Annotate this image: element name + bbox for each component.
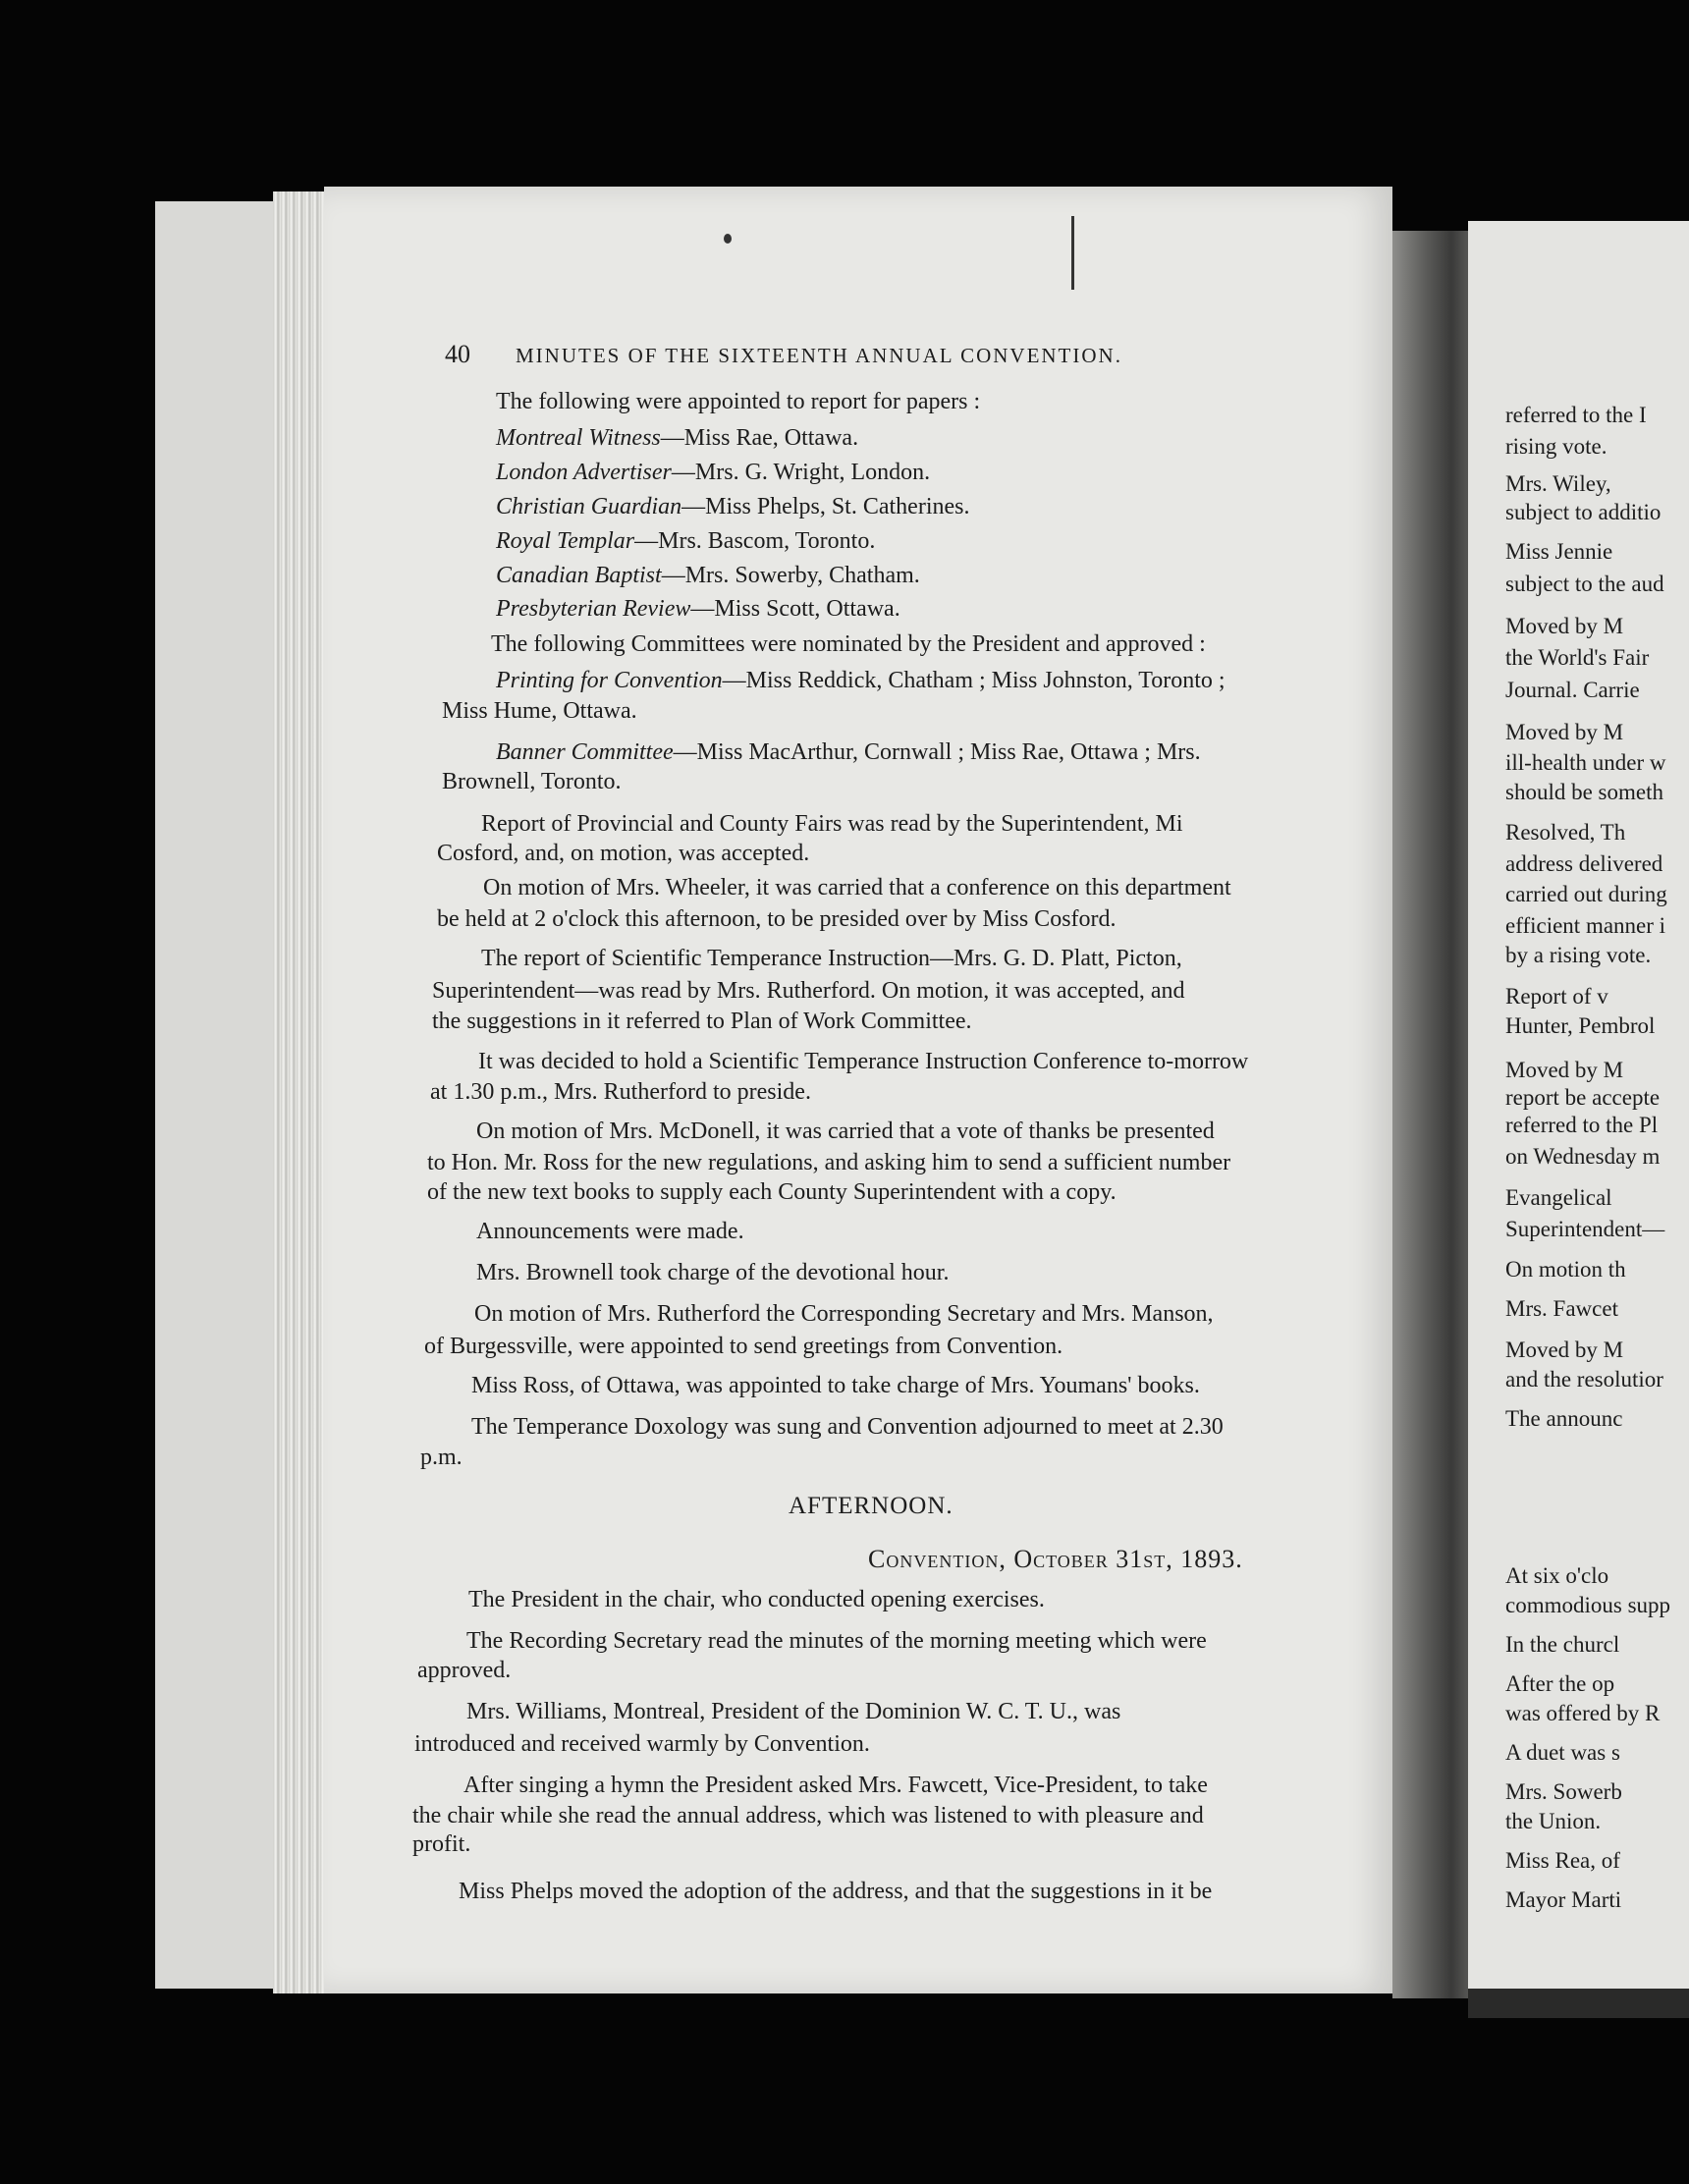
page-number: 40: [445, 340, 470, 368]
devotional-hour: Mrs. Brownell took charge of the devotional hour.: [476, 1260, 950, 1285]
paper-name: Christian Guardian: [496, 494, 682, 519]
facing-page-line: address delivered: [1505, 851, 1663, 876]
facing-page-line: After the op: [1505, 1671, 1615, 1696]
facing-page-line: Mayor Marti: [1505, 1887, 1622, 1912]
papers-intro: The following were appointed to report for papers :: [496, 389, 981, 414]
facing-page-line: commodious supp: [1505, 1593, 1671, 1617]
hymn-address-cont1: the chair while she read the annual address, which was listened to with pleasure and: [412, 1803, 1204, 1829]
banner-committee: [496, 737, 1201, 768]
printing-members: —Miss Reddick, Chatham ; Miss Johnston, Toronto ;: [722, 668, 1226, 693]
rutherford-motion: On motion of Mrs. Rutherford the Corresponding Secretary and Mrs. Manson,: [474, 1301, 1214, 1327]
facing-page-line: was offered by R: [1505, 1701, 1661, 1725]
paper-entry: [496, 422, 858, 454]
sti-report: The report of Scientific Temperance Instruction—Mrs. G. D. Platt, Picton,: [481, 946, 1182, 971]
banner-members: —Miss MacArthur, Cornwall ; Miss Rae, Ottawa ; Mrs.: [673, 739, 1201, 765]
facing-page-line: on Wednesday m: [1505, 1144, 1661, 1169]
facing-page-line: subject to the aud: [1505, 572, 1664, 596]
facing-page-line: the World's Fair: [1505, 645, 1650, 670]
facing-page-line: On motion th: [1505, 1257, 1626, 1282]
sti-conference-cont: at 1.30 p.m., Mrs. Rutherford to preside.: [430, 1079, 811, 1105]
facing-page-line: Moved by M: [1505, 1058, 1624, 1082]
fairs-report-cont: Cosford, and, on motion, was accepted.: [437, 841, 810, 866]
facing-page-line: ill-health under w: [1505, 750, 1666, 775]
running-head: [445, 340, 1525, 369]
paper-reporter: —Mrs. Sowerby, Chatham.: [661, 563, 920, 588]
banner-committee-cont: Brownell, Toronto.: [442, 769, 622, 794]
recording-secretary-cont: approved.: [417, 1658, 512, 1683]
facing-page-line: Mrs. Wiley,: [1505, 471, 1611, 496]
facing-page-line: The announc: [1505, 1406, 1623, 1431]
hymn-address-cont2: profit.: [412, 1831, 471, 1857]
facing-page-line: Hunter, Pembrol: [1505, 1013, 1656, 1038]
facing-page-line: Evangelical: [1505, 1185, 1612, 1210]
facing-page-line: Miss Rea, of: [1505, 1848, 1620, 1873]
president-chair: The President in the chair, who conducted opening exercises.: [468, 1587, 1045, 1612]
facing-page-line: Journal. Carrie: [1505, 678, 1640, 702]
facing-page-line: Mrs. Fawcet: [1505, 1296, 1618, 1321]
paper-entry: [496, 457, 930, 488]
facing-page-line: A duet was s: [1505, 1740, 1620, 1765]
facing-page-line: Moved by M: [1505, 1338, 1624, 1362]
mcdonell-motion: On motion of Mrs. McDonell, it was carried that a vote of thanks be presented: [476, 1119, 1215, 1144]
fairs-report: Report of Provincial and County Fairs was read by the Superintendent, Mi: [481, 811, 1183, 837]
facing-page-line: subject to additio: [1505, 500, 1662, 524]
facing-page-line: At six o'clo: [1505, 1563, 1609, 1588]
book-bottom-edge: [1468, 1989, 1689, 2018]
rutherford-motion-cont: of Burgessville, were appointed to send greetings from Convention.: [424, 1334, 1063, 1359]
facing-page-line: and the resolutior: [1505, 1367, 1663, 1392]
paper-reporter: —Miss Phelps, St. Catherines.: [681, 494, 970, 519]
running-title: MINUTES OF THE SIXTEENTH ANNUAL CONVENTION.: [516, 344, 1122, 367]
facing-page-line: In the churcl: [1505, 1632, 1620, 1657]
paper-entry: [496, 491, 969, 522]
mcdonell-motion-cont1: to Hon. Mr. Ross for the new regulations, and asking him to send a sufficient number: [427, 1150, 1231, 1175]
paper-name: Canadian Baptist: [496, 563, 662, 588]
facing-page-line: referred to the I: [1505, 403, 1647, 427]
paper-entry: [496, 593, 900, 625]
printing-label: Printing for Convention: [496, 668, 723, 693]
paper-name: Presbyterian Review: [496, 596, 691, 622]
facing-page-line: should be someth: [1505, 780, 1663, 804]
paper-reporter: —Miss Rae, Ottawa.: [660, 425, 859, 451]
sti-report-cont2: the suggestions in it referred to Plan of Work Committee.: [432, 1009, 972, 1034]
printing-committee: [496, 665, 1226, 696]
facing-page-line: Moved by M: [1505, 720, 1624, 744]
announcements: Announcements were made.: [476, 1219, 744, 1244]
paper-reporter: —Mrs. Bascom, Toronto.: [634, 528, 876, 554]
paper-name: Royal Templar: [496, 528, 635, 554]
facing-page-line: Mrs. Sowerb: [1505, 1779, 1622, 1804]
facing-page-line: efficient manner i: [1505, 913, 1666, 938]
facing-page-line: carried out during: [1505, 882, 1667, 906]
facing-page-line: rising vote.: [1505, 434, 1607, 459]
facing-page-line: referred to the Pl: [1505, 1113, 1659, 1137]
paper-entry: [496, 560, 920, 591]
ross-appointment: Miss Ross, of Ottawa, was appointed to take charge of Mrs. Youmans' books.: [471, 1373, 1200, 1398]
paper-reporter: —Mrs. G. Wright, London.: [671, 460, 931, 485]
sti-conference: It was decided to hold a Scientific Temperance Instruction Conference to-morrow: [478, 1049, 1249, 1074]
hymn-address: After singing a hymn the President asked Mrs. Fawcett, Vice-President, to take: [463, 1773, 1208, 1798]
paper-reporter: —Miss Scott, Ottawa.: [690, 596, 900, 622]
facing-page-line: Moved by M: [1505, 614, 1624, 638]
banner-label: Banner Committee: [496, 739, 674, 765]
doxology-cont: p.m.: [420, 1445, 463, 1470]
paper-name: London Advertiser: [496, 460, 672, 485]
recording-secretary: The Recording Secretary read the minutes of the morning meeting which were: [466, 1628, 1207, 1654]
afternoon-heading: AFTERNOON.: [789, 1493, 953, 1519]
paper-entry: [496, 525, 875, 557]
facing-page-line: Superintendent—: [1505, 1217, 1665, 1241]
wheeler-motion: On motion of Mrs. Wheeler, it was carried that a conference on this department: [483, 875, 1231, 901]
facing-page-line: Resolved, Th: [1505, 820, 1626, 845]
committees-intro: The following Committees were nominated by the President and approved :: [491, 631, 1206, 657]
phelps-motion: Miss Phelps moved the adoption of the address, and that the suggestions in it be: [459, 1879, 1213, 1904]
williams-intro-cont: introduced and received warmly by Convention.: [414, 1731, 870, 1757]
facing-page-line: report be accepte: [1505, 1085, 1661, 1110]
paper-name: Montreal Witness: [496, 425, 661, 451]
doxology: The Temperance Doxology was sung and Convention adjourned to meet at 2.30: [471, 1414, 1224, 1440]
facing-page-line: Miss Jennie: [1505, 539, 1613, 564]
facing-page-line: Report of v: [1505, 984, 1608, 1009]
wheeler-motion-cont: be held at 2 o'clock this afternoon, to be presided over by Miss Cosford.: [437, 906, 1117, 932]
facing-page: [1468, 221, 1689, 1989]
mcdonell-motion-cont2: of the new text books to supply each County Superintendent with a copy.: [427, 1179, 1117, 1205]
sti-report-cont1: Superintendent—was read by Mrs. Rutherford. On motion, it was accepted, and: [432, 978, 1185, 1004]
printing-committee-cont: Miss Hume, Ottawa.: [442, 698, 637, 724]
facing-page-line: by a rising vote.: [1505, 943, 1652, 967]
facing-page-line: the Union.: [1505, 1809, 1602, 1833]
williams-intro: Mrs. Williams, Montreal, President of the Dominion W. C. T. U., was: [466, 1699, 1121, 1724]
session-dateline: Convention, October 31st, 1893.: [868, 1545, 1243, 1573]
